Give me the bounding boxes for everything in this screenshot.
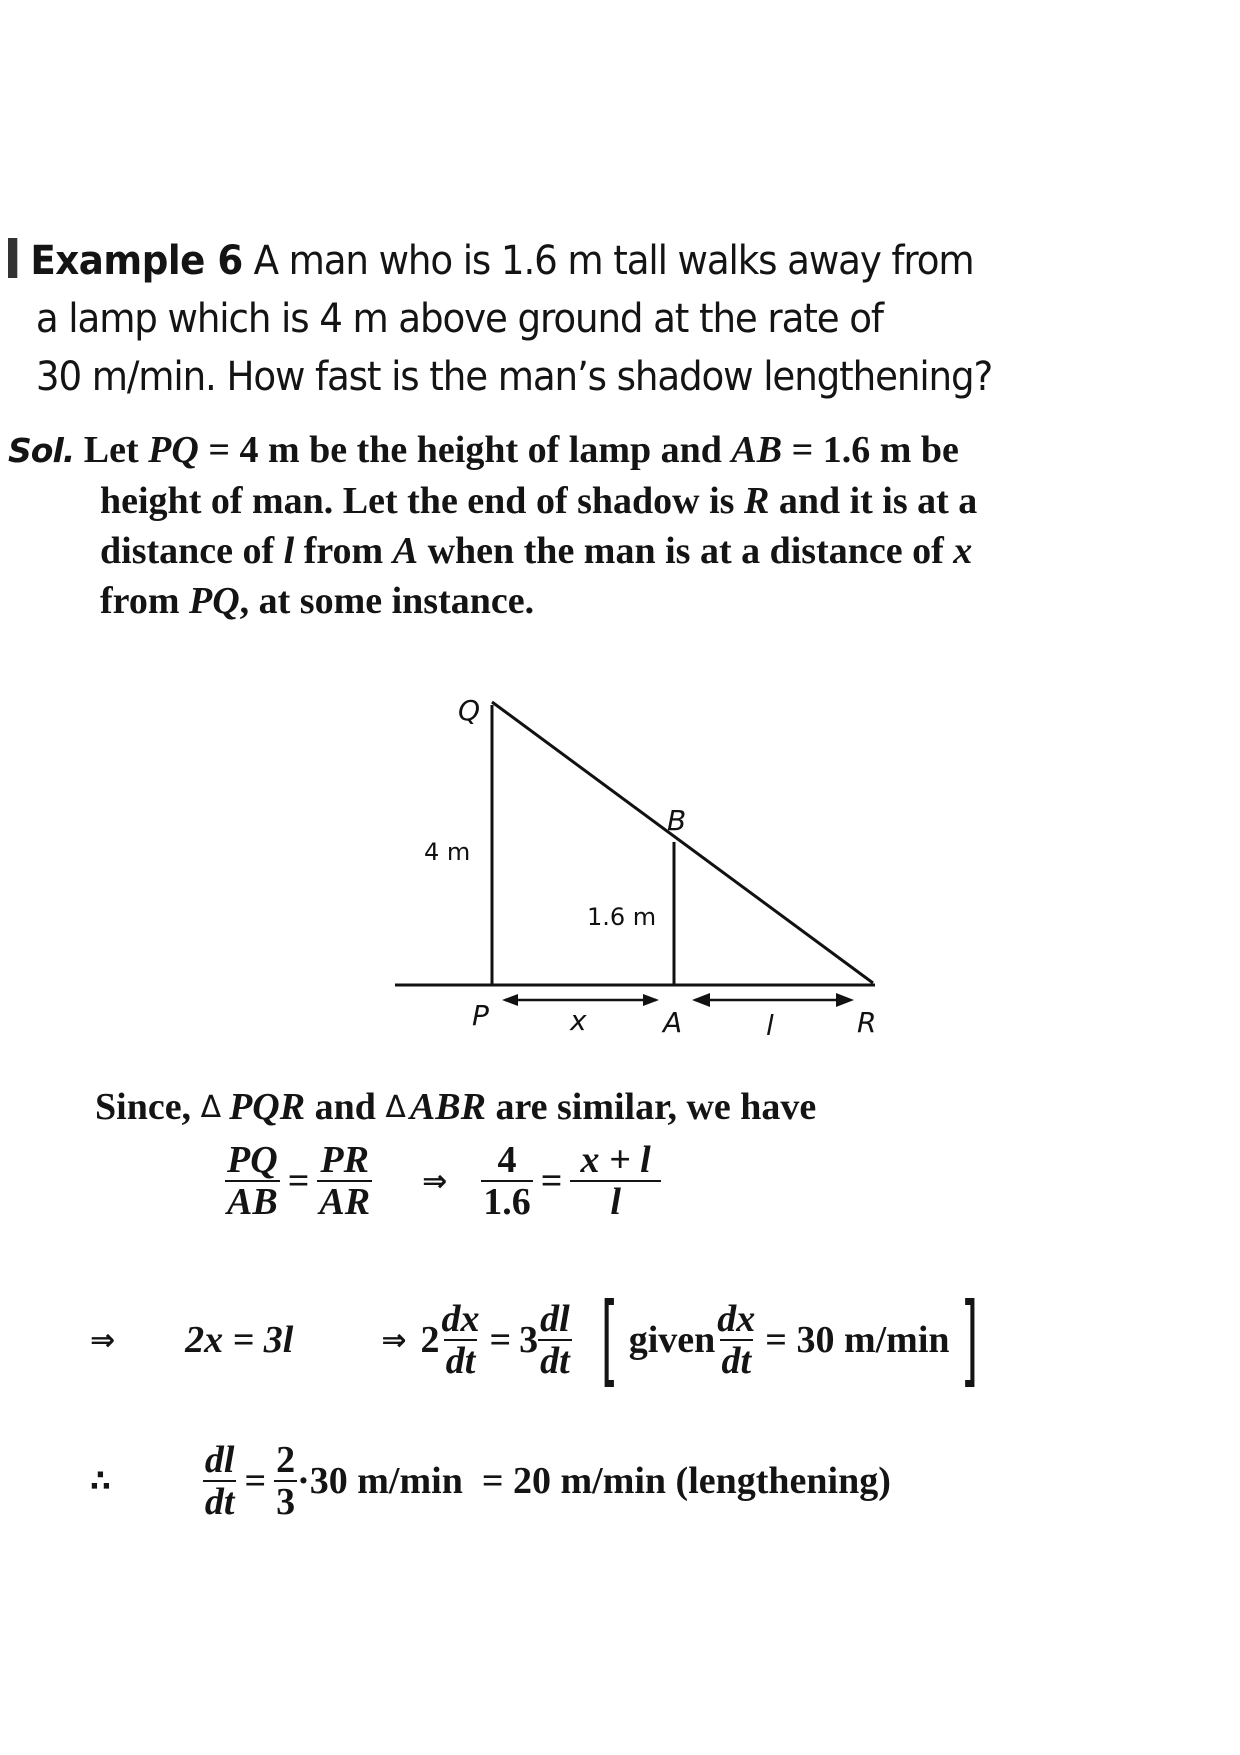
denominator: AB [227,1181,278,1223]
ratio-equation [225,1140,661,1222]
label-q: Q [458,694,481,727]
fraction-pr-ar [317,1140,372,1222]
label-l: l [766,1009,774,1042]
equals-sign: = [540,1160,563,1202]
numerator: 2 [276,1439,296,1481]
example-label: Example 6 [30,238,243,284]
text: Let [83,429,149,471]
label-man-height: 1.6 m [587,903,657,931]
text: Since, [95,1086,201,1128]
example-problem [8,232,1143,406]
text: = 4 m be the height of lamp and [198,429,732,471]
solution-line-1 [8,425,1228,476]
denominator: 1.6 [483,1181,531,1223]
label-a: A [663,1006,683,1039]
arrow-head-right-icon [836,993,854,1007]
fraction-4-1.6 [481,1140,533,1222]
example-line-3: 30 m/min. How fast is the man’s shadow lengthening? [35,354,993,400]
text: and it is at a [769,480,978,522]
solution-line-3 [8,526,1228,576]
text: height of man. Let the end of shadow is [100,480,744,522]
denominator: AR [319,1181,371,1223]
text: distance of [100,530,284,572]
example-text-1: A man who is 1.6 m tall walks away from [253,238,974,284]
math-pq: PQ [189,580,240,622]
label-b: B [667,804,687,837]
triangle-pqr: PQR [229,1086,306,1128]
denominator: dt [445,1340,476,1382]
numerator: dl [204,1439,235,1481]
fraction-xl-l [570,1140,661,1222]
numerator: dl [540,1298,570,1340]
label-p: P [472,999,489,1032]
numerator: dx [717,1298,756,1340]
numerator: dx [441,1298,480,1340]
math-a: A [392,530,419,572]
arrow-head-left-icon [692,993,710,1007]
delta-symbol: Δ [385,1089,406,1125]
section-marker-icon [8,238,17,278]
numerator: x + l [580,1139,651,1181]
text: and [305,1086,386,1128]
math-pq: PQ [148,429,199,471]
arrow-head-left-icon [502,994,518,1006]
similar-triangles-sentence [95,1085,816,1129]
math-x: x [953,530,973,572]
denominator: l [570,1180,661,1222]
conclusion-step [90,1440,891,1522]
label-x: x [570,1004,587,1037]
label-r: R [857,1006,877,1039]
fraction-2-3 [274,1440,297,1522]
example-line-2: a lamp which is 4 m above ground at the rate of [35,296,883,342]
left-bracket: [ [600,1281,619,1398]
denominator: dt [721,1340,752,1382]
implies-arrow: ⇒ [381,1322,407,1358]
fraction-given-dx-dt [715,1299,757,1381]
coefficient: 2 [420,1319,440,1361]
equation-2x-3l: 2x = 3l [185,1319,294,1361]
label-lamp-height: 4 m [424,838,471,866]
solution-label: Sol. [8,431,75,470]
triangle-abr: ABR [409,1086,486,1128]
text: when the man is at a distance of [418,530,954,572]
text: , at some instance. [239,580,535,622]
math-r: R [743,480,770,522]
numerator: PR [320,1139,369,1181]
denominator: dt [540,1340,570,1382]
fraction-dl-dt [203,1440,237,1522]
numerator: 4 [497,1139,517,1181]
equals-sign: = [287,1160,310,1202]
solution-intro [8,425,1228,626]
given-value: = 30 m/min [765,1319,950,1361]
light-ray-qr [492,702,873,983]
text: from [294,530,393,572]
therefore-symbol: ∴ [90,1463,111,1499]
solution-line-4 [8,576,1228,626]
fraction-pq-ab [225,1140,280,1222]
lamp-shadow-diagram [380,680,940,1060]
fraction-dl-dt [538,1299,572,1381]
coefficient: 3 [519,1319,539,1361]
math-l: l [283,530,295,572]
delta-symbol: Δ [200,1089,222,1125]
denominator: 3 [276,1481,296,1523]
equals-sign: = [489,1319,512,1361]
text: are similar, we have [485,1086,817,1128]
given-label: given [628,1319,716,1361]
text: from [100,580,189,622]
equals-sign: = [244,1460,267,1502]
math-ab: AB [731,429,783,471]
arrow-head-right-icon [643,994,659,1006]
numerator: PQ [227,1139,278,1181]
implies-arrow: ⇒ [422,1163,448,1199]
text: = 1.6 m be [782,429,959,471]
solution-line-2 [8,476,1228,526]
example-line-1 [8,232,1143,290]
derivative-step [90,1281,989,1398]
right-bracket: ] [960,1281,978,1398]
denominator: dt [204,1481,235,1523]
result-text: ·30 m/min = 20 m/min (lengthening) [297,1460,891,1502]
implies-arrow: ⇒ [90,1322,116,1358]
fraction-dx-dt [440,1299,482,1381]
